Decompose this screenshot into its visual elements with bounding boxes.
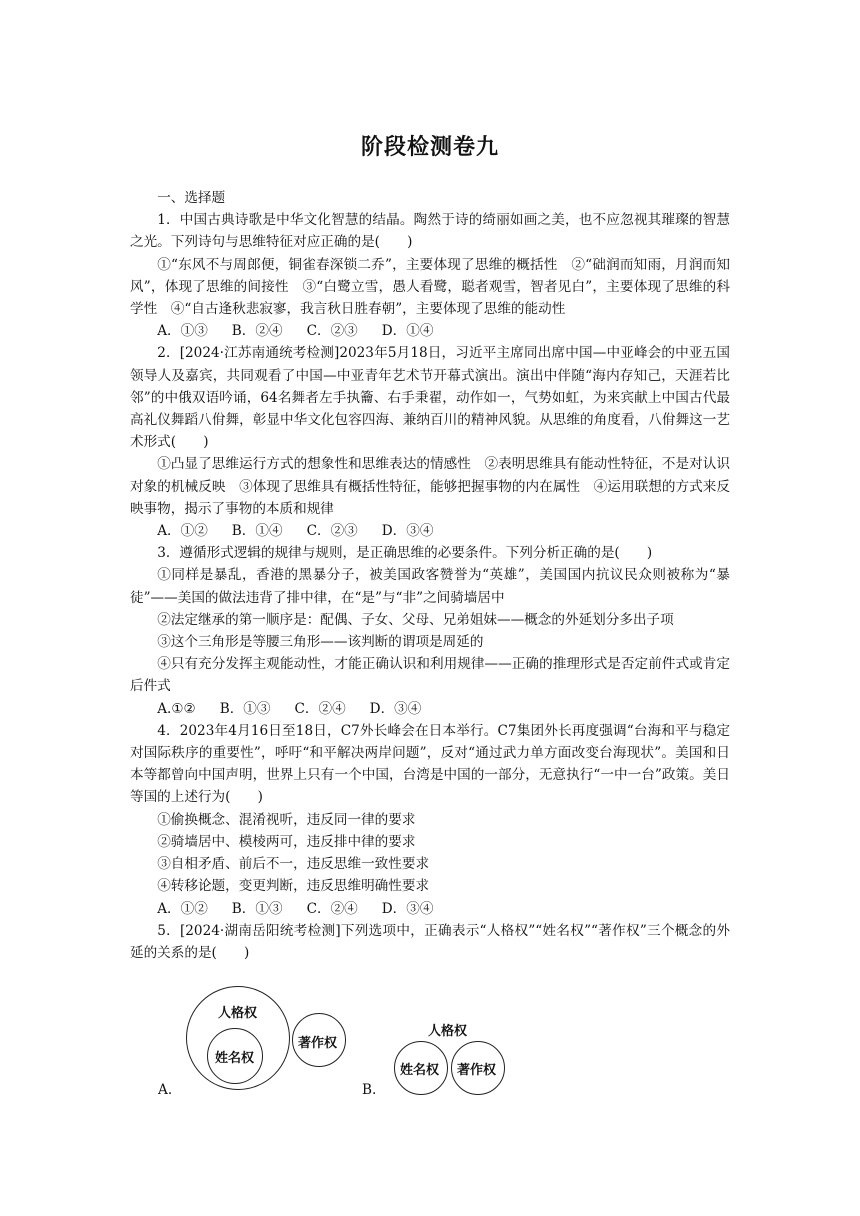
q2-option-c: C．②③ <box>306 523 358 540</box>
question-body <box>130 187 730 964</box>
section-heading: 一、选择题 <box>157 190 226 206</box>
q1-option-c: C．②③ <box>306 323 358 340</box>
q2-option-a: A．①② <box>157 523 208 540</box>
option-a-label: A. <box>158 1082 173 1098</box>
q2-options <box>130 520 730 542</box>
label-copyright-b: 著作权 <box>457 1063 497 1078</box>
q2-items: ①凸显了思维运行方式的想象性和思维表达的情感性 ②表明思维具有能动性特征，不是对认识对象的机械反映 ③体现了思维具有概括性特征，能够把握事物的内在属性 ④运用联想的方式来反映事物，揭示了事物的本质和规律 <box>130 456 730 517</box>
label-name-right-b: 姓名权 <box>400 1063 440 1078</box>
q2-stem: 2．[2024·江苏南通统考检测]2023年5月18日，习近平主席同出席中国—中亚峰会的中亚五国领导人及嘉宾，共同观看了中国—中亚青年艺术节开幕式演出。演出中伴随“海内存知己，天涯若比邻”的中俄双语吟诵，64名舞者左手执籥、右手秉翟，动作如一，气势如虹，为来宾献上中国古代最高礼仪舞蹈八佾舞，彰显中华文化包容四海、兼纳百川的精神风貌。从思维的角度看，八佾舞这一艺术形式( ) <box>130 345 730 451</box>
page-title: 阶段检测卷九 <box>360 134 499 160</box>
q4-option-a: A．①② <box>157 900 208 917</box>
label-name-right: 姓名权 <box>215 1051 255 1066</box>
venn-figure-a <box>150 978 370 1108</box>
q4-options <box>130 898 730 920</box>
label-personality-right-b: 人格权 <box>428 1024 468 1039</box>
q3-item-4: ④只有充分发挥主观能动性，才能正确认识和利用规律——正确的推理形式是否定前件式或肯定后件式 <box>130 656 730 695</box>
q3-stem: 3．遵循形式逻辑的规律与规则，是正确思维的必要条件。下列分析正确的是( ) <box>157 545 653 562</box>
q1-option-d: D．①④ <box>381 323 434 340</box>
venn-figure-b <box>358 1012 528 1108</box>
q1-option-a: A．①③ <box>157 323 208 340</box>
q4-item-1: ①偷换概念、混淆视听，违反同一律的要求 <box>157 811 416 828</box>
q4-option-c: C．②④ <box>306 900 358 917</box>
q1-option-b: B．②④ <box>231 323 283 340</box>
q4-item-2: ②骑墙居中、模棱两可，违反排中律的要求 <box>157 833 416 850</box>
q4-item-4: ④转移论题，变更判断，违反思维明确性要求 <box>157 878 430 895</box>
q2-option-b: B．①④ <box>231 523 283 540</box>
q1-options <box>130 320 730 342</box>
q3-option-a: A.①② <box>157 700 196 717</box>
q3-item-3: ③这个三角形是等腰三角形——该判断的谓项是周延的 <box>157 634 484 651</box>
q3-item-2: ②法定继承的第一顺序是：配偶、子女、父母、兄弟姐妹——概念的外延划分多出子项 <box>157 611 674 628</box>
q4-item-3: ③自相矛盾、前后不一，违反思维一致性要求 <box>157 856 430 873</box>
q3-option-b: B．①③ <box>219 700 271 717</box>
q4-stem: 4．2023年4月16日至18日，C7外长峰会在日本举行。C7集团外长再度强调“台海和平与稳定对国际秩序的重要性”，呼吁“和平解决两岸问题”，反对“通过武力单方面改变台海现状”。美国和日本等都曾向中国声明，世界上只有一个中国，台湾是中国的一部分，无意执行“一中一台”政策。美日等国的上述行为( ) <box>130 722 730 806</box>
q4-option-d: D．③④ <box>381 900 434 917</box>
q5-stem: 5．[2024·湖南岳阳统考检测]下列选项中，正确表示“人格权”“姓名权”“著作权”三个概念的外延的关系的是( ) <box>130 922 730 961</box>
q3-options <box>130 698 730 720</box>
q4-option-b: B．①③ <box>231 900 283 917</box>
q3-option-c: C．②④ <box>294 700 346 717</box>
q1-stem: 1．中国古典诗歌是中华文化智慧的结晶。陶然于诗的绮丽如画之美，也不应忽视其璀璨的智慧之光。下列诗句与思维特征对应正确的是( ) <box>130 212 730 251</box>
q1-items: ①“东风不与周郎便，铜雀春深锁二乔”，主要体现了思维的概括性 ②“础润而知雨，月润而知风”，体现了思维的间接性 ③“白鹭立雪，愚人看鹭，聪者观雪，智者见白”，主要体现了思维的科学性 ④“自古逢秋悲寂寥，我言秋日胜春朝”，主要体现了思维的能动性 <box>130 256 730 318</box>
q3-option-d: D．③④ <box>369 700 422 717</box>
option-b-label: B. <box>362 1082 377 1098</box>
label-personality-right: 人格权 <box>218 1006 258 1021</box>
label-copyright: 著作权 <box>298 1036 338 1051</box>
q3-item-1: ①同样是暴乱，香港的黑暴分子，被美国政客赞誉为“英雄”，美国国内抗议民众则被称为“暴徒”——美国的做法违背了排中律，在“是”与“非”之间骑墙居中 <box>130 567 730 606</box>
q2-option-d: D．③④ <box>381 523 434 540</box>
